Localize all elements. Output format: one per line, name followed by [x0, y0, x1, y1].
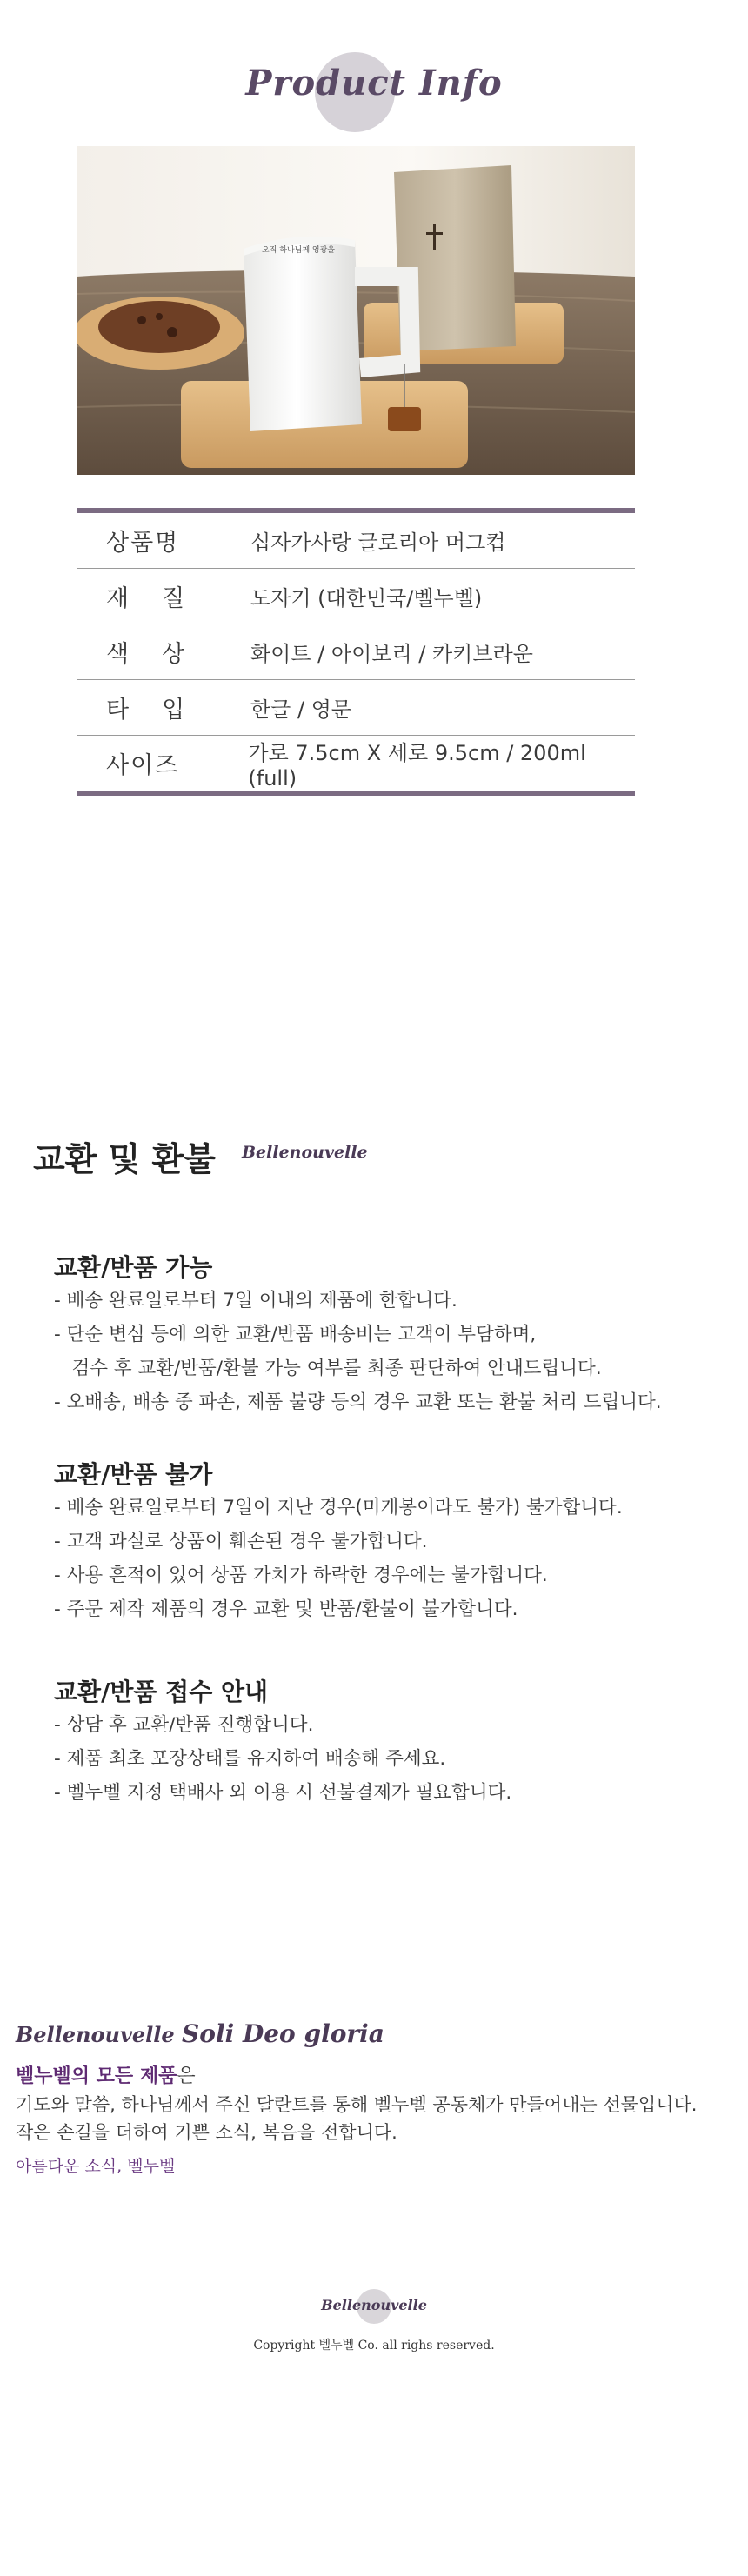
list-item: - 상담 후 교환/반품 진행합니다. — [54, 1714, 314, 1736]
brand-footer-subtitle — [16, 2061, 196, 2088]
spec-label: 상품명 — [106, 530, 180, 557]
brand-footer-title — [16, 2019, 384, 2048]
spec-row-color — [77, 624, 635, 680]
section-heading-reception: 교환/반품 접수 안내 — [54, 1678, 269, 1706]
exchange-brand-logo: Bellenouvelle — [242, 1143, 368, 1162]
section-heading-possible: 교환/반품 가능 — [54, 1253, 213, 1282]
brand-sub-rest: 은 — [177, 2065, 196, 2087]
brand-motto: Soli Deo gloria — [182, 2019, 384, 2048]
list-item: - 주문 제작 제품의 경우 교환 및 반품/환불이 불가합니다. — [54, 1598, 518, 1620]
list-item: - 제품 최초 포장상태를 유지하여 배송해 주세요. — [54, 1748, 446, 1770]
cross-mark-icon — [433, 224, 436, 250]
product-info-heading — [0, 52, 748, 113]
spec-label: 사이즈 — [106, 752, 180, 779]
section-list-possible — [54, 1284, 741, 1419]
list-item: 검수 후 교환/반품/환불 가능 여부를 최종 판단하여 안내드립니다. — [54, 1358, 602, 1379]
spec-value: 화이트 / 아이보리 / 카키브라운 — [250, 642, 533, 666]
list-item: - 배송 완료일로부터 7일 이내의 제품에 한합니다. — [54, 1290, 457, 1311]
spec-table — [77, 508, 635, 796]
list-item: - 사용 흔적이 있어 상품 가치가 하락한 경우에는 불가합니다. — [54, 1565, 548, 1586]
spec-label: 타입 — [106, 697, 218, 724]
spec-row-name — [77, 513, 635, 569]
brand-description-line: 기도와 말씀, 하나님께서 주신 달란트를 통해 벨누벨 공동체가 만들어내는 선물입니다. — [16, 2094, 698, 2115]
footer-logo-text: Bellenouvelle — [321, 2297, 427, 2313]
section-heading-not-possible: 교환/반품 불가 — [54, 1460, 213, 1489]
section-list-not-possible — [54, 1491, 741, 1626]
spec-value: 한글 / 영문 — [250, 697, 352, 722]
list-item: - 오배송, 배송 중 파손, 제품 불량 등의 경우 교환 또는 환불 처리 드립니다. — [54, 1391, 662, 1413]
spec-row-type — [77, 680, 635, 736]
brand-description-line: 작은 손길을 더하여 기쁜 소식, 복음을 전합니다. — [16, 2122, 397, 2143]
footer-logo — [0, 2287, 748, 2327]
brand-sub-bold: 벨누벨의 모든 제품 — [16, 2065, 177, 2087]
brand-name: Bellenouvelle — [16, 2022, 175, 2047]
list-item: - 단순 변심 등에 의한 교환/반품 배송비는 고객이 부담하며, — [54, 1324, 537, 1345]
spec-row-size — [77, 736, 635, 791]
product-photo — [77, 146, 635, 475]
product-info-title: Product Info — [245, 63, 503, 103]
mug-print-text: 오직 하나님께 영광을 — [262, 246, 335, 255]
list-item: - 벨누벨 지정 택배사 외 이용 시 선불결제가 필요합니다. — [54, 1782, 512, 1804]
exchange-title: 교환 및 환불 — [33, 1140, 216, 1178]
spec-label: 재질 — [106, 585, 218, 612]
list-item: - 배송 완료일로부터 7일이 지난 경우(미개봉이라도 불가) 불가합니다. — [54, 1497, 623, 1518]
copyright-text: Copyright 벨누벨 Co. all righs reserved. — [253, 2339, 495, 2352]
spec-value: 도자기 (대한민국/벨누벨) — [250, 586, 483, 611]
spec-row-material — [77, 569, 635, 624]
spec-label: 색상 — [106, 641, 218, 668]
brand-tagline: 아름다운 소식, 벨누벨 — [16, 2157, 176, 2176]
list-item: - 고객 과실로 상품이 훼손된 경우 불가합니다. — [54, 1531, 428, 1552]
section-list-reception — [54, 1708, 741, 1810]
spec-value: 가로 7.5cm X 세로 9.5cm / 200ml (full) — [248, 741, 586, 791]
spec-value: 십자가사랑 글로리아 머그컵 — [250, 531, 506, 555]
